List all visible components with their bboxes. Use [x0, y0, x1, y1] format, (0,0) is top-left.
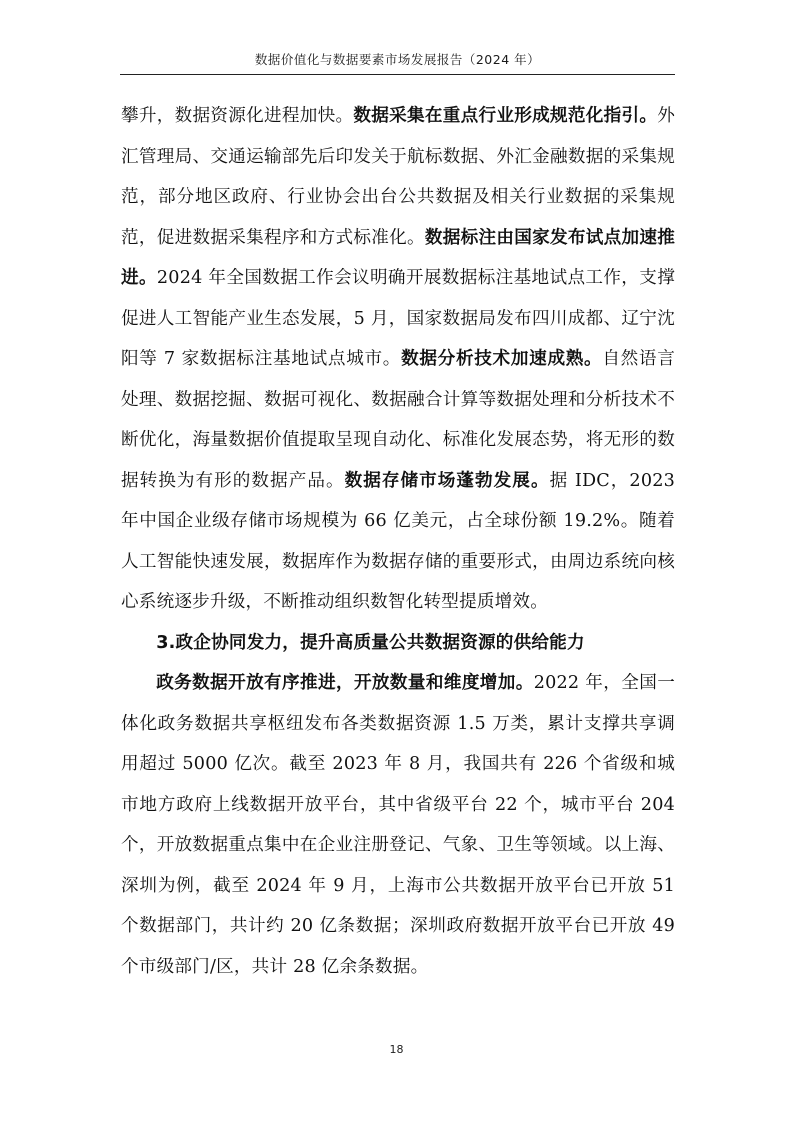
section-heading: 3.政企协同发力，提升高质量公共数据资源的供给能力	[156, 632, 585, 653]
bold-lead-data-annotation: 数据标注由国家发布试点加速推进。	[121, 227, 675, 288]
bold-lead-data-collection: 数据采集在重点行业形成规范化指引。	[353, 106, 658, 126]
page-number: 18	[389, 1043, 404, 1056]
bold-lead-government-open-data: 政务数据开放有序推进，开放数量和维度增加。	[156, 673, 534, 693]
text-run: 2022 年，全国一体化政务数据共享枢纽发布各类数据资源 1.5 万类，累计支撑共享调用超过 5000 亿次。截至 2023 年 8 月，我国共有 226 个省级和城市地方政府上线数据开放平台，其中省级平台 22 个，城市平台 204 个，开放数据重点集中在企业注册登记、气象、卫生等领域。以上海、深圳为例，截至 2024 年 9 月，上海市公共数据开放平台已开放 51 个数据部门，共计约 20 亿条数据；深圳政府数据开放平台已开放 49 个市级部门/区，共计 28 亿余条数据。	[121, 673, 675, 977]
body-text	[121, 96, 675, 987]
running-header: 数据价值化与数据要素市场发展报告（2024 年）	[254, 52, 541, 67]
bold-lead-data-storage: 数据存储市场蓬勃发展。	[344, 470, 550, 491]
paragraph-open-data	[121, 663, 675, 987]
header-divider	[120, 74, 675, 75]
text-run: 外汇管理局、交通运输部先后印发关于航标数据、外汇金融数据的采集规范，部分地区政府、行业协会出台公共数据及相关行业数据的采集规范，促进数据采集程序和方式标准化。	[121, 106, 675, 248]
text-run: 2024 年全国数据工作会议明确开展数据标注基地试点工作，支撑促进人工智能产业生态发展，5 月，国家数据局发布四川成都、辽宁沈阳等 7 家数据标注基地试点城市。	[121, 268, 675, 369]
text-run: 攀升，数据资源化进程加快。	[121, 106, 354, 126]
text-run: 自然语言处理、数据挖掘、数据可视化、数据融合计算等数据处理和分析技术不断优化，海量数据价值提取呈现自动化、标准化发展态势，将无形的数据转换为有形的数据产品。	[121, 349, 676, 491]
bold-lead-data-analysis: 数据分析技术加速成熟。	[401, 349, 603, 369]
text-run: 据 IDC，2023 年中国企业级存储市场规模为 66 亿美元，占全球份额 19.2%。随着人工智能快速发展，数据库作为数据存储的重要形式，由周边系统向核心系统逐步升级，不断推动组织数智化转型提质增效。	[121, 470, 676, 612]
paragraph-data-resource	[121, 96, 675, 623]
